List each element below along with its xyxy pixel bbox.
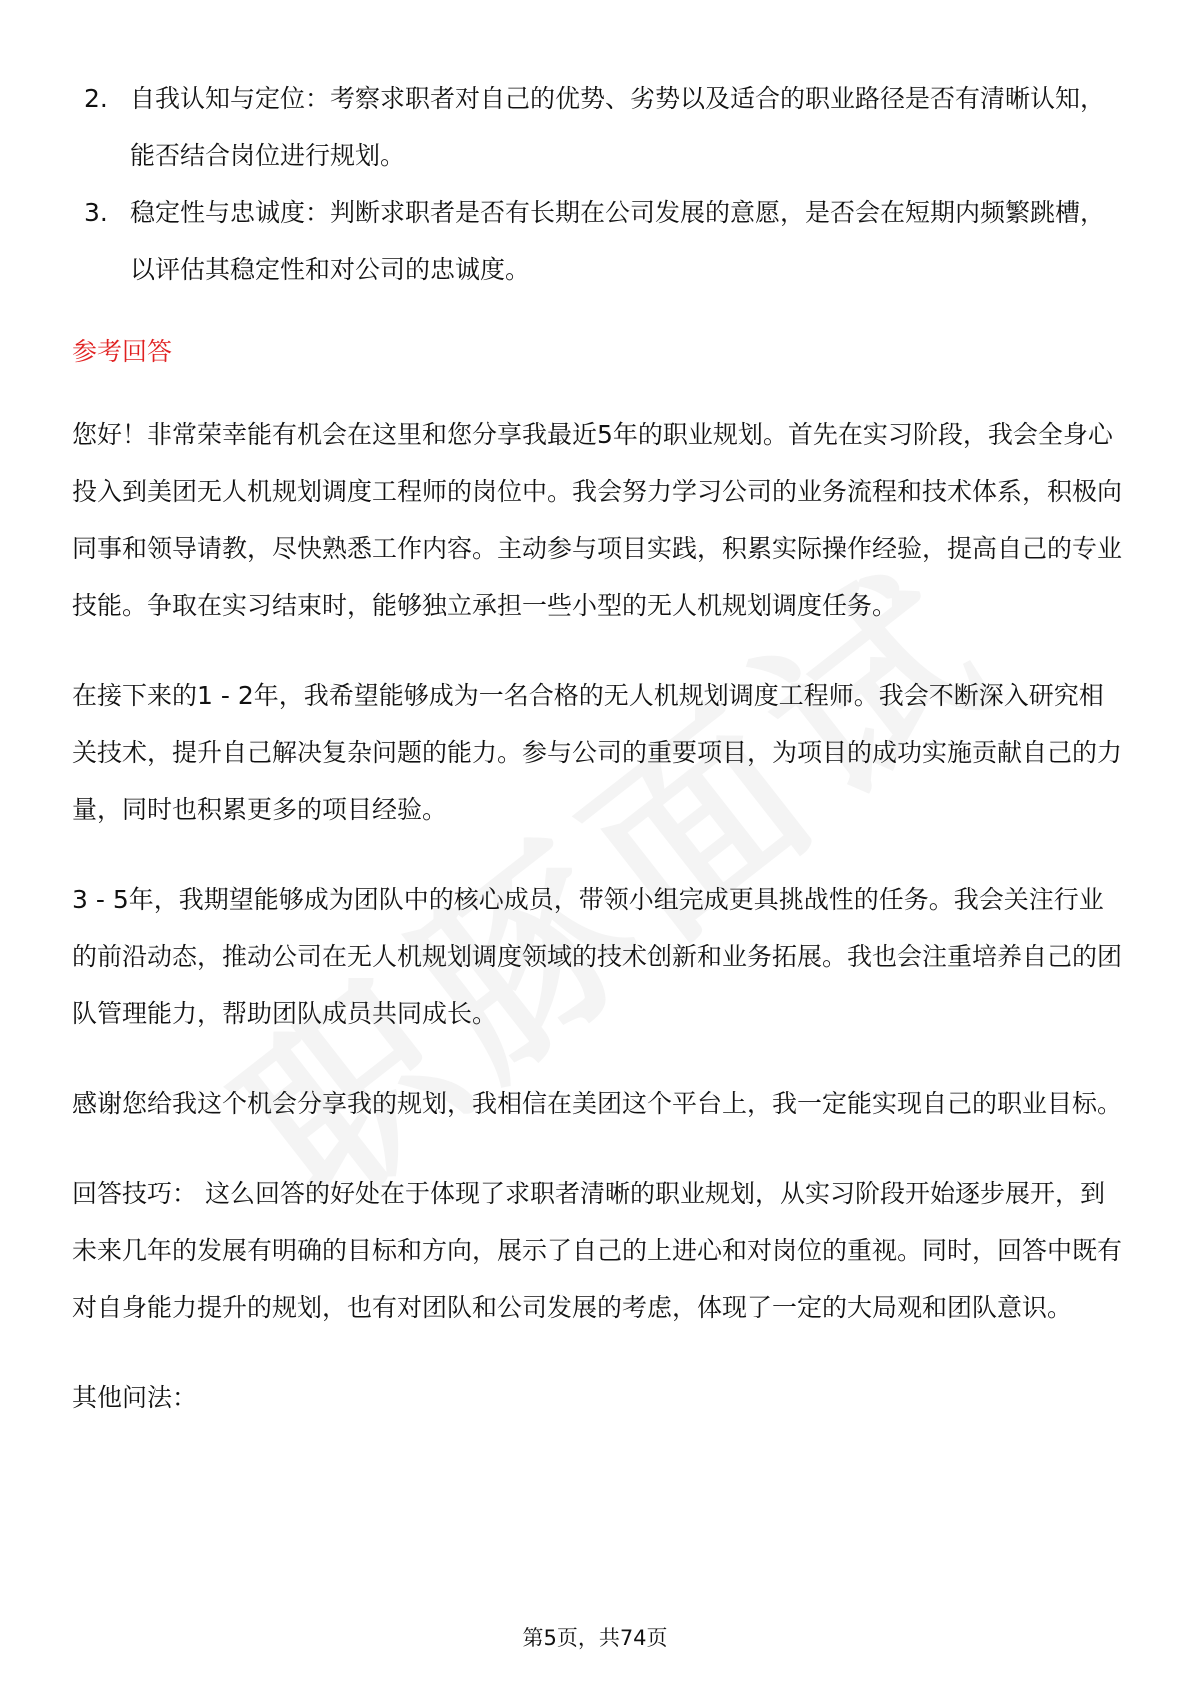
- section-heading: 参考回答: [72, 337, 173, 366]
- list-item-number: 3.: [84, 198, 108, 227]
- list-item-text: 稳定性与忠诚度：判断求职者是否有长期在公司发展的意愿，是否会在短期内频繁跳槽，以评估其稳定性和对公司的忠诚度。: [130, 198, 1106, 284]
- other-questions-label: 其他问法：: [72, 1383, 198, 1412]
- answer-tips-paragraph: 回答技巧： 这么回答的好处在于体现了求职者清晰的职业规划，从实习阶段开始逐步展开，到未来几年的发展有明确的目标和方向，展示了自己的上进心和对岗位的重视。同时，回答中既有对自身能力提升的规划，也有对团队和公司发展的考虑，体现了一定的大局观和团队意识。: [72, 1179, 1123, 1322]
- page-content: [72, 70, 1124, 1426]
- answer-paragraph: 您好！非常荣幸能有机会在这里和您分享我最近5年的职业规划。首先在实习阶段，我会全身心投入到美团无人机规划调度工程师的岗位中。我会努力学习公司的业务流程和技术体系，积极向同事和领导请教，尽快熟悉工作内容。主动参与项目实践，积累实际操作经验，提高自己的专业技能。争取在实习结束时，能够独立承担一些小型的无人机规划调度任务。: [72, 420, 1123, 620]
- list-item-number: 2.: [84, 84, 108, 113]
- list-item: [72, 184, 1124, 298]
- answer-paragraph: 在接下来的1 - 2年，我希望能够成为一名合格的无人机规划调度工程师。我会不断深入研究相关技术，提升自己解决复杂问题的能力。参与公司的重要项目，为项目的成功实施贡献自己的力量，同时也积累更多的项目经验。: [72, 681, 1123, 824]
- answer-paragraph: 感谢您给我这个机会分享我的规划，我相信在美团这个平台上，我一定能实现自己的职业目标。: [72, 1089, 1123, 1118]
- page-footer: 第5页，共74页: [522, 1626, 668, 1650]
- list-item: [72, 70, 1124, 184]
- list-item-text: 自我认知与定位：考察求职者对自己的优势、劣势以及适合的职业路径是否有清晰认知，能否结合岗位进行规划。: [130, 84, 1106, 170]
- answer-paragraph: 3 - 5年，我期望能够成为团队中的核心成员，带领小组完成更具挑战性的任务。我会关注行业的前沿动态，推动公司在无人机规划调度领域的技术创新和业务拓展。我也会注重培养自己的团队管理能力，帮助团队成员共同成长。: [72, 885, 1123, 1028]
